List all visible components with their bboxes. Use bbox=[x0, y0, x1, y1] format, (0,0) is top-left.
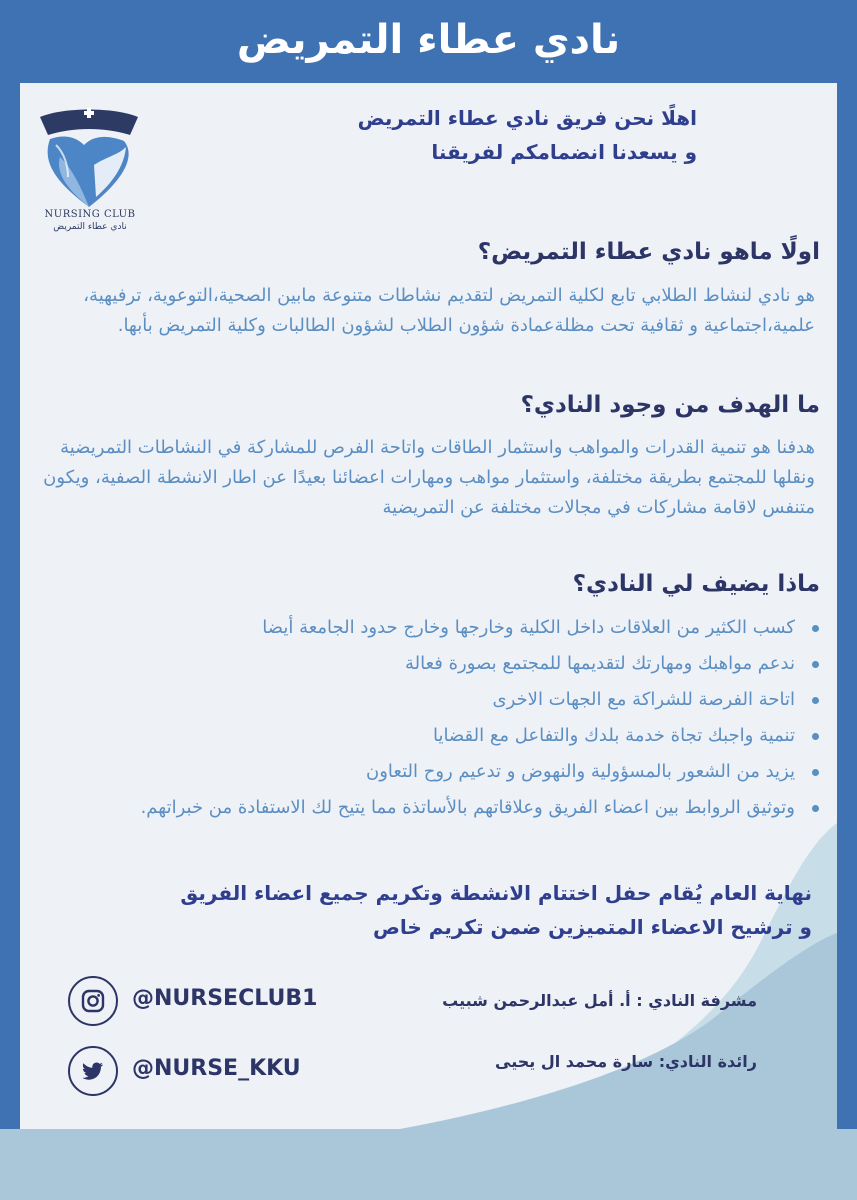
logo-text-en: NURSING CLUB bbox=[44, 209, 136, 220]
benefits-list bbox=[29, 613, 819, 829]
twitter-icon[interactable] bbox=[68, 1046, 118, 1096]
closing-line-2: و ترشيح الاعضاء المتميزين ضمن تكريم خاص bbox=[372, 915, 812, 939]
section-3-heading: ماذا يضيف لي النادي؟ bbox=[572, 571, 820, 597]
leader-text: رائدة النادي: سارة محمد ال يحيى bbox=[495, 1052, 757, 1071]
section-2-heading: ما الهدف من وجود النادي؟ bbox=[520, 392, 820, 418]
list-item bbox=[29, 721, 819, 751]
bottom-wave-strip bbox=[0, 1129, 857, 1200]
bullet-icon bbox=[812, 769, 819, 776]
section-1-heading: اولًا ماهو نادي عطاء التمريض؟ bbox=[477, 239, 820, 265]
list-item bbox=[29, 757, 819, 787]
list-item bbox=[29, 649, 819, 679]
content-card bbox=[20, 83, 837, 1129]
list-item-text: وتوثيق الروابط بين اعضاء الفريق وعلاقاتهم بالأساتذة مما يتيح لك الاستفادة من خبراتهم. bbox=[140, 797, 795, 818]
bullet-icon bbox=[812, 697, 819, 704]
welcome-line-2: و يسعدنا انضمامكم لفريقنا bbox=[431, 140, 697, 164]
page-title: نادي عطاء التمريض bbox=[236, 17, 621, 63]
supervisor-text: مشرفة النادي : أ. أمل عبدالرحمن شبيب bbox=[442, 991, 757, 1010]
twitter-row[interactable] bbox=[68, 1046, 388, 1100]
list-item-text: يزيد من الشعور بالمسؤولية والنهوض و تدعيم روح التعاون bbox=[365, 761, 795, 782]
twitter-handle[interactable]: @NURSE_KKU bbox=[132, 1056, 301, 1081]
bullet-icon bbox=[812, 805, 819, 812]
instagram-row[interactable] bbox=[68, 976, 388, 1030]
list-item bbox=[29, 685, 819, 715]
welcome-message bbox=[177, 101, 697, 169]
bullet-icon bbox=[812, 625, 819, 632]
list-item-text: تنمية واجبك تجاة خدمة بلدك والتفاعل مع القضايا bbox=[432, 725, 795, 746]
section-1-body: هو نادي لنشاط الطلابي تابع لكلية التمريض لتقديم نشاطات متنوعة مابين الصحية،التوعوية، ترفيهية، علمية،اجتماعية و ثقافية تحت مظلةعمادة شؤون الطلاب لشؤون الطالبات وكلية التمريض بأبها. bbox=[83, 285, 815, 336]
closing-message bbox=[52, 876, 812, 944]
list-item bbox=[29, 793, 819, 823]
list-item-text: اتاحة الفرصة للشراكة مع الجهات الاخرى bbox=[492, 689, 795, 710]
list-item-text: كسب الكثير من العلاقات داخل الكلية وخارجها وخارج حدود الجامعة أيضا bbox=[262, 617, 795, 638]
bullet-icon bbox=[812, 733, 819, 740]
closing-line-1: نهاية العام يُقام حفل اختتام الانشطة وتكريم جميع اعضاء الفريق bbox=[180, 881, 812, 905]
section-2-body: هدفنا هو تنمية القدرات والمواهب واستثمار الطاقات واتاحة الفرص للمشاركة في النشاطات التمريضية ونقلها للمجتمع بطريقة مختلفة، واستثمار مواهب ومهارات اعضائنا بعيدًا عن اطار الانشطة الصفية، ويكون متنفس لاقامة مشاركات في مجالات مختلفة عن التمريضية bbox=[43, 437, 815, 518]
list-item-text: ندعم مواهبك ومهارتك لتقديمها للمجتمع بصورة فعالة bbox=[404, 653, 795, 674]
instagram-handle[interactable]: @NURSECLUB1 bbox=[132, 986, 318, 1011]
welcome-line-1: اهلًا نحن فريق نادي عطاء التمريض bbox=[357, 106, 697, 130]
logo-text-ar: نادي عطاء التمريض bbox=[53, 222, 127, 232]
instagram-icon[interactable] bbox=[68, 976, 118, 1026]
bullet-icon bbox=[812, 661, 819, 668]
list-item bbox=[29, 613, 819, 643]
